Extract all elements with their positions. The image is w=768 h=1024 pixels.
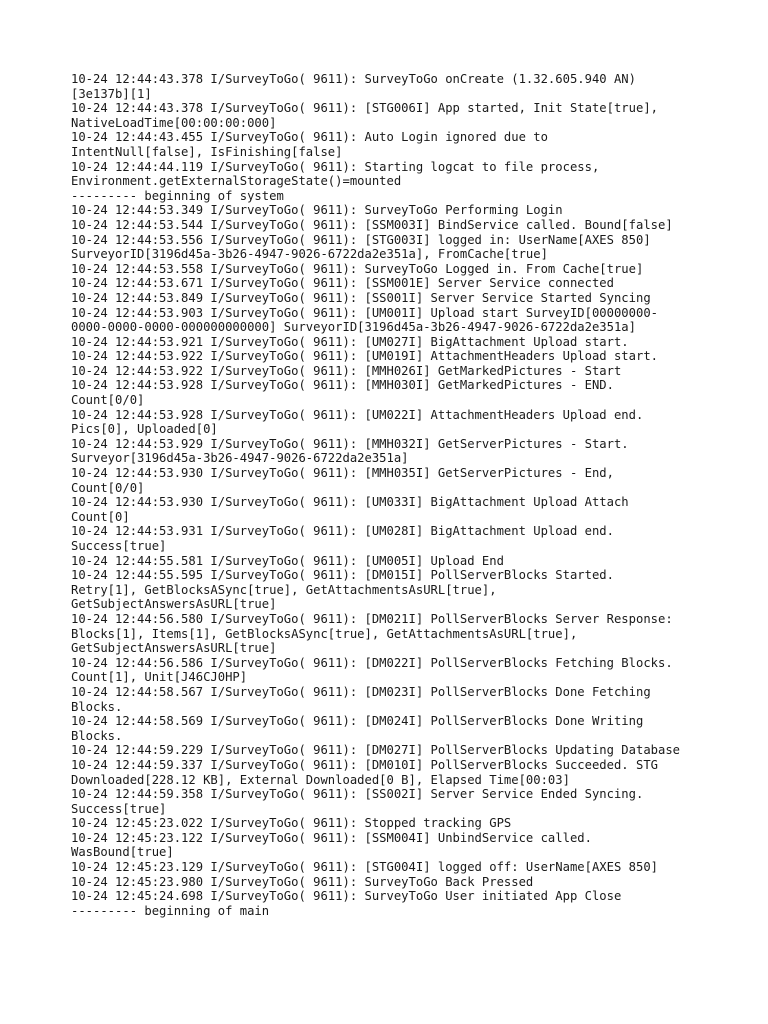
log-line: 10-24 12:45:23.980 I/SurveyToGo( 9611): SurveyToGo Back Pressed xyxy=(71,874,534,889)
log-line: 10-24 12:44:53.544 I/SurveyToGo( 9611): [SSM003I] BindService called. Bound[false] xyxy=(71,217,673,232)
log-line: 10-24 12:44:53.903 I/SurveyToGo( 9611): [UM001I] Upload start SurveyID[00000000- xyxy=(71,305,658,320)
log-line: GetSubjectAnswersAsURL[true] xyxy=(71,597,277,612)
log-line: [3e137b][1] xyxy=(71,86,152,101)
log-line: Downloaded[228.12 KB], External Downloaded[0 B], Elapsed Time[00:03] xyxy=(71,772,570,787)
log-line: Blocks. xyxy=(71,728,123,743)
log-line: 10-24 12:44:53.349 I/SurveyToGo( 9611): SurveyToGo Performing Login xyxy=(71,203,563,218)
log-line: Retry[1], GetBlocksASync[true], GetAttachmentsAsURL[true], xyxy=(71,582,497,597)
log-line: --------- beginning of main xyxy=(71,903,270,918)
log-line: 10-24 12:44:53.671 I/SurveyToGo( 9611): [SSM001E] Server Service connected xyxy=(71,276,614,291)
log-line: 10-24 12:44:53.921 I/SurveyToGo( 9611): [UM027I] BigAttachment Upload start. xyxy=(71,334,629,349)
log-line: 10-24 12:44:44.119 I/SurveyToGo( 9611): Starting logcat to file process, xyxy=(71,159,600,174)
log-line: 10-24 12:44:56.580 I/SurveyToGo( 9611): [DM021I] PollServerBlocks Server Response: xyxy=(71,611,673,626)
log-line: 10-24 12:45:23.122 I/SurveyToGo( 9611): [SSM004I] UnbindService called. xyxy=(71,830,592,845)
log-line: 10-24 12:44:53.930 I/SurveyToGo( 9611): [MMH035I] GetServerPictures - End, xyxy=(71,466,614,481)
log-line: Count[1], Unit[J46CJ0HP] xyxy=(71,670,248,685)
log-line: IntentNull[false], IsFinishing[false] xyxy=(71,144,343,159)
log-line: 10-24 12:44:53.928 I/SurveyToGo( 9611): [MMH030I] GetMarkedPictures - END. xyxy=(71,378,614,393)
log-line: 10-24 12:45:23.129 I/SurveyToGo( 9611): [STG004I] logged off: UserName[AXES 850] xyxy=(71,860,658,875)
log-line: 10-24 12:44:58.569 I/SurveyToGo( 9611): [DM024I] PollServerBlocks Done Writing xyxy=(71,714,644,729)
log-line: 10-24 12:44:58.567 I/SurveyToGo( 9611): [DM023I] PollServerBlocks Done Fetching xyxy=(71,684,651,699)
log-line: Surveyor[3196d45a-3b26-4947-9026-6722da2e351a] xyxy=(71,451,409,466)
log-line: Success[true] xyxy=(71,801,167,816)
log-line: Count[0] xyxy=(71,509,130,524)
log-line: 10-24 12:45:24.698 I/SurveyToGo( 9611): SurveyToGo User initiated App Close xyxy=(71,889,622,904)
log-line: 10-24 12:44:53.849 I/SurveyToGo( 9611): [SS001I] Server Service Started Syncing xyxy=(71,290,651,305)
log-line: 10-24 12:44:43.378 I/SurveyToGo( 9611): SurveyToGo onCreate (1.32.605.940 AN) xyxy=(71,72,636,86)
log-line: Success[true] xyxy=(71,539,167,553)
log-line: 0000-0000-0000-000000000000] SurveyorID[3196d45a-3b26-4947-9026-6722da2e351a] xyxy=(71,320,636,335)
log-line: 10-24 12:44:53.930 I/SurveyToGo( 9611): [UM033I] BigAttachment Upload Attach xyxy=(71,495,629,510)
log-line: Count[0/0] xyxy=(71,480,145,495)
log-line: Count[0/0] xyxy=(71,393,145,408)
log-line: 10-24 12:44:56.586 I/SurveyToGo( 9611): [DM022I] PollServerBlocks Fetching Blocks. xyxy=(71,655,673,670)
log-line: 10-24 12:44:55.581 I/SurveyToGo( 9611): [UM005I] Upload End xyxy=(71,553,504,568)
log-line: 10-24 12:44:53.931 I/SurveyToGo( 9611): [UM028I] BigAttachment Upload end. xyxy=(71,524,614,539)
log-line: 10-24 12:44:55.595 I/SurveyToGo( 9611): [DM015I] PollServerBlocks Started. xyxy=(71,568,614,583)
log-line: WasBound[true] xyxy=(71,845,174,860)
log-line: 10-24 12:44:59.337 I/SurveyToGo( 9611): [DM010I] PollServerBlocks Succeeded. STG xyxy=(71,757,658,772)
log-line: 10-24 12:44:43.455 I/SurveyToGo( 9611): Auto Login ignored due to xyxy=(71,130,548,145)
log-line: Blocks[1], Items[1], GetBlocksASync[true], GetAttachmentsAsURL[true], xyxy=(71,626,578,641)
log-line: 10-24 12:44:53.558 I/SurveyToGo( 9611): SurveyToGo Logged in. From Cache[true] xyxy=(71,261,644,276)
log-line: 10-24 12:44:53.929 I/SurveyToGo( 9611): [MMH032I] GetServerPictures - Start. xyxy=(71,436,629,451)
log-line: NativeLoadTime[00:00:00:000] xyxy=(71,115,277,130)
log-line: --------- beginning of system xyxy=(71,188,284,203)
log-line: 10-24 12:45:23.022 I/SurveyToGo( 9611): Stopped tracking GPS xyxy=(71,816,512,831)
log-line: Pics[0], Uploaded[0] xyxy=(71,422,218,437)
log-line: SurveyorID[3196d45a-3b26-4947-9026-6722da2e351a], FromCache[true] xyxy=(71,247,548,262)
log-line: 10-24 12:44:43.378 I/SurveyToGo( 9611): [STG006I] App started, Init State[true], xyxy=(71,101,658,116)
log-line: 10-24 12:44:53.922 I/SurveyToGo( 9611): [UM019I] AttachmentHeaders Upload start. xyxy=(71,349,658,364)
log-output xyxy=(71,72,711,918)
log-line: Environment.getExternalStorageState()=mounted xyxy=(71,174,402,189)
log-line: GetSubjectAnswersAsURL[true] xyxy=(71,641,277,656)
log-line: 10-24 12:44:59.358 I/SurveyToGo( 9611): [SS002I] Server Service Ended Syncing. xyxy=(71,787,644,802)
log-line: 10-24 12:44:53.922 I/SurveyToGo( 9611): [MMH026I] GetMarkedPictures - Start xyxy=(71,363,622,378)
log-line: 10-24 12:44:59.229 I/SurveyToGo( 9611): [DM027I] PollServerBlocks Updating Database xyxy=(71,743,681,758)
log-line: 10-24 12:44:53.556 I/SurveyToGo( 9611): [STG003I] logged in: UserName[AXES 850] xyxy=(71,232,651,247)
log-line: 10-24 12:44:53.928 I/SurveyToGo( 9611): [UM022I] AttachmentHeaders Upload end. xyxy=(71,407,644,422)
log-line: Blocks. xyxy=(71,699,123,714)
